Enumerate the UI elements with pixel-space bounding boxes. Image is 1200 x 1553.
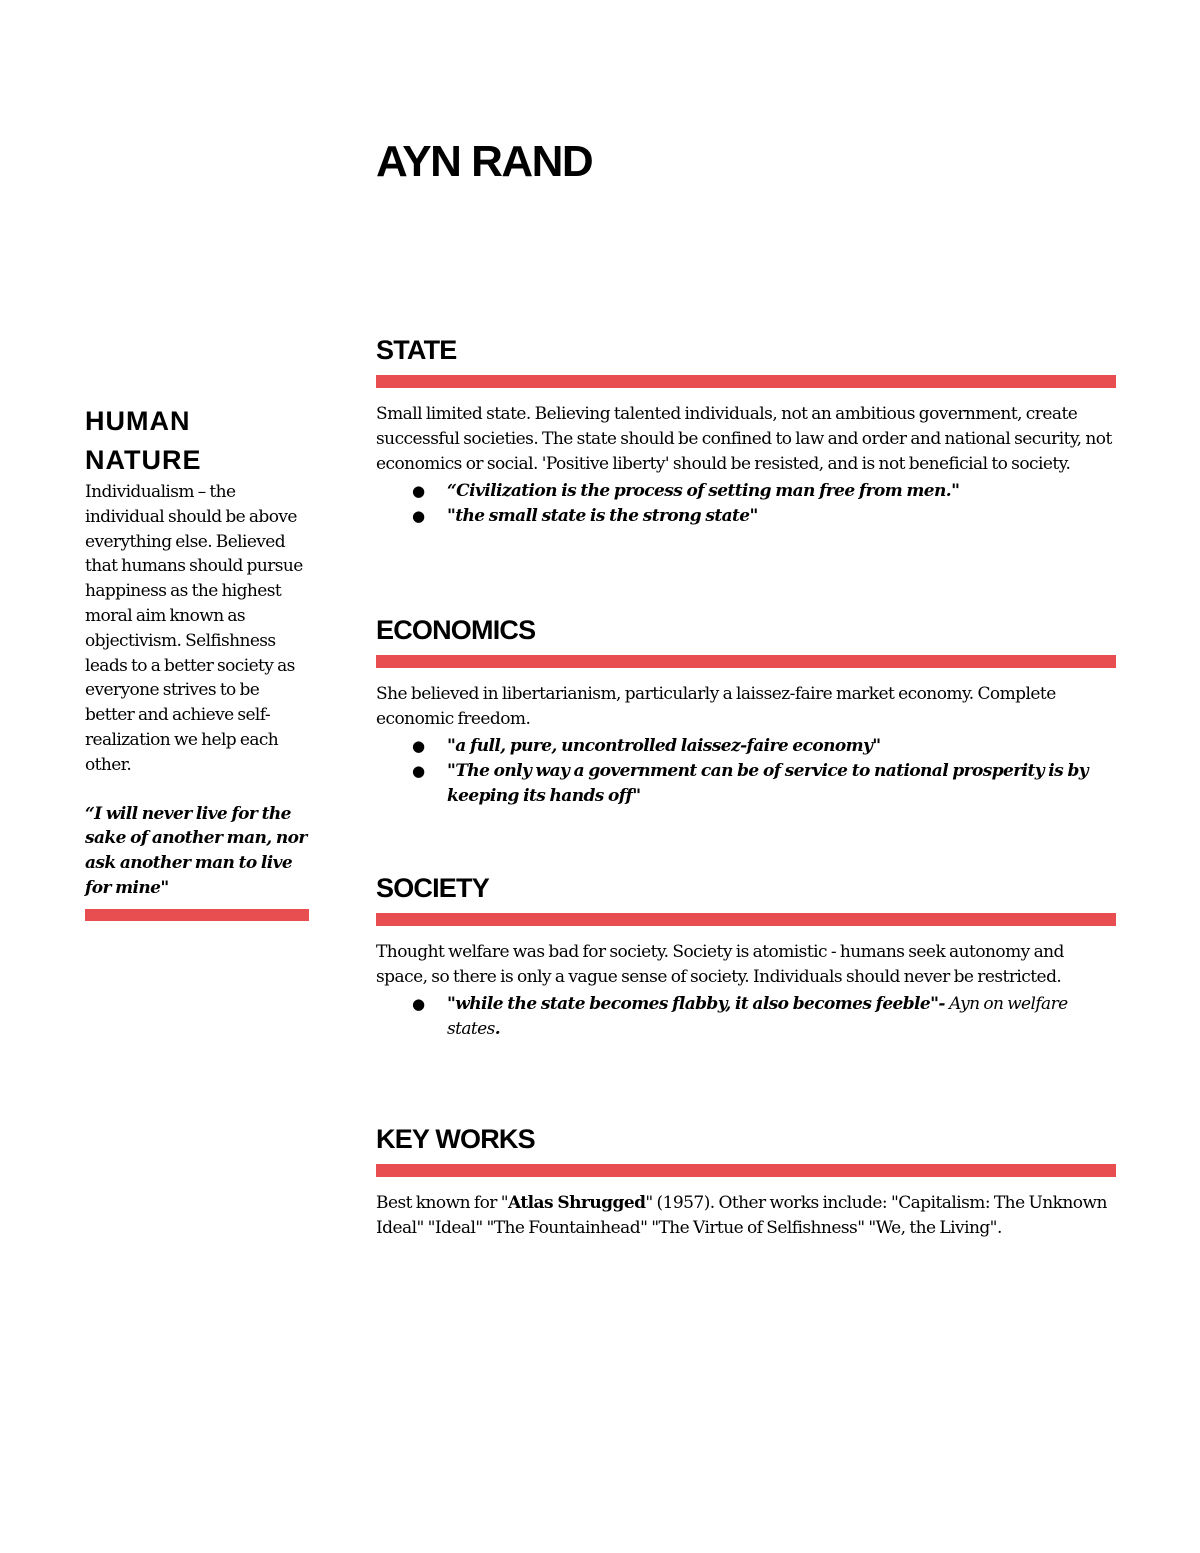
bullet-icon: ● — [412, 482, 425, 500]
state-quote-list — [376, 479, 1116, 529]
list-item — [376, 504, 1116, 529]
key-works-body — [376, 1191, 1116, 1241]
economics-accent-bar — [376, 655, 1116, 668]
bullet-icon: ● — [412, 762, 425, 780]
economics-quote-1: "a full, pure, uncontrolled laissez-faire economy" — [447, 736, 881, 756]
state-heading: STATE — [376, 335, 457, 365]
economics-heading: ECONOMICS — [376, 615, 536, 645]
key-works-main-book: Atlas Shrugged — [507, 1193, 646, 1213]
key-works-rest: " (1957). Other works include: "Capitalism: The Unknown Ideal" "Ideal" "The Fountainhead" "The Virtue of Selfishness" "We, the Living". — [376, 1193, 1107, 1238]
bullet-icon: ● — [412, 507, 425, 525]
list-item — [376, 479, 1116, 504]
state-quote-2: "the small state is the strong state" — [447, 506, 758, 526]
society-body: Thought welfare was bad for society. Society is atomistic - humans seek autonomy and space, so there is only a vague sense of society. Individuals should never be restricted. — [376, 942, 1064, 987]
society-quote-attribution: Ayn on welfare states — [447, 994, 1068, 1039]
sidebar-human-nature — [85, 402, 311, 921]
society-quote-list — [376, 992, 1116, 1042]
key-works-heading: KEY WORKS — [376, 1124, 535, 1154]
list-item — [376, 759, 1116, 809]
section-society — [376, 872, 1116, 1042]
key-works-accent-bar — [376, 1164, 1116, 1177]
section-state — [376, 334, 1116, 529]
state-quote-1: “Civilization is the process of setting man free from men." — [447, 481, 960, 501]
state-accent-bar — [376, 375, 1116, 388]
state-body: Small limited state. Believing talented individuals, not an ambitious government, create successful societies. The state should be confined to law and order and national security, not economics or social. 'Positive liberty' should be resisted, and is not beneficial to society. — [376, 404, 1112, 474]
key-works-intro: Best known for " — [376, 1193, 508, 1213]
section-economics — [376, 614, 1116, 809]
society-accent-bar — [376, 913, 1116, 926]
sidebar-text: Individualism – the individual should be above everything else. Believed that humans should pursue happiness as the highest moral aim known as objectivism. Selfishness leads to a better society as everyone strives to be better and achieve self-realization we help each other. — [85, 482, 303, 775]
society-heading: SOCIETY — [376, 873, 489, 903]
economics-quote-2: "The only way a government can be of service to national prosperity is by keeping its hands off" — [447, 761, 1089, 806]
sidebar-heading-line2: NATURE — [85, 445, 202, 475]
sidebar-heading-line1: HUMAN — [85, 406, 191, 436]
bullet-icon: ● — [412, 737, 425, 755]
section-key-works — [376, 1123, 1116, 1241]
sidebar-heading — [85, 402, 311, 480]
society-quote-dash: - — [938, 994, 950, 1014]
page-title: AYN RAND — [376, 137, 593, 186]
sidebar-quote: “I will never live for the sake of another man, nor ask another man to live for mine" — [85, 803, 307, 898]
society-quote: "while the state becomes flabby, it also becomes feeble" — [447, 994, 939, 1014]
economics-quote-list — [376, 734, 1116, 809]
list-item — [376, 992, 1116, 1042]
society-quote-period: . — [494, 1019, 501, 1039]
list-item — [376, 734, 1116, 759]
economics-body: She believed in libertarianism, particularly a laissez-faire market economy. Complete economic freedom. — [376, 684, 1056, 729]
sidebar-accent-bar — [85, 909, 309, 921]
bullet-icon: ● — [412, 995, 425, 1013]
